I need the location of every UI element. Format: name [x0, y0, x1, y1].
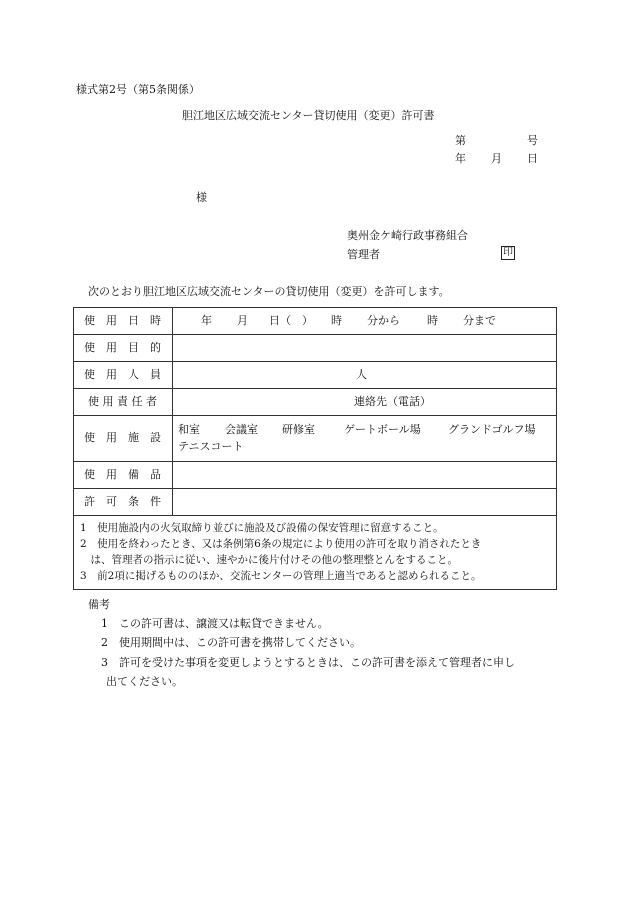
- row-divider: [73, 334, 557, 335]
- label-responsible: 使 用 責 任 者: [88, 395, 157, 408]
- row-divider: [73, 488, 557, 489]
- people-unit: 人: [356, 368, 367, 381]
- seal-mark: 印: [503, 247, 513, 258]
- condition-line: 2 使用を終わったとき、又は条例第6条の規定により使用の許可を取り消されたとき: [80, 538, 482, 550]
- label-conditions: 許 可 条 件: [84, 495, 161, 508]
- remarks-heading: 備考: [88, 598, 110, 611]
- condition-line: 3 前2項に掲げるもののほか、交流センターの管理上適当であると認められること。: [80, 570, 482, 582]
- number-prefix: 第: [455, 134, 466, 147]
- addressee-suffix: 様: [196, 191, 207, 204]
- facility-option-gateball: ゲートボール場: [344, 423, 421, 436]
- label-purpose: 使 用 目 的: [84, 341, 161, 354]
- facility-option-tennis-court: テニスコート: [178, 440, 244, 453]
- facility-option-ground-golf: グランドゴルフ場: [448, 423, 536, 436]
- datetime-to-hour: 時: [427, 314, 438, 327]
- responsible-contact: 連絡先（電話）: [354, 395, 431, 408]
- remark-item: 2 使用期間中は、この許可書を携帯してください。: [101, 636, 361, 649]
- facility-option-conference-room: 会議室: [225, 423, 258, 436]
- date-month: 月: [491, 152, 502, 165]
- remark-item: 1 この許可書は、譲渡又は転貸できません。: [101, 617, 329, 630]
- datetime-from-minute: 分から: [367, 314, 400, 327]
- issuer-org: 奥州金ケ崎行政事務組合: [347, 229, 468, 242]
- form-number: 様式第2号（第5条関係）: [76, 83, 200, 96]
- label-people: 使 用 人 員: [84, 368, 161, 381]
- facility-option-washitsu: 和室: [178, 423, 200, 436]
- remark-item: 出てください。: [106, 675, 183, 688]
- row-divider: [73, 361, 557, 362]
- date-day: 日: [527, 152, 538, 165]
- intro-text: 次のとおり胆江地区広域交流センターの貸切使用（変更）を許可します。: [88, 285, 450, 298]
- row-divider: [73, 461, 557, 462]
- condition-line: は、管理者の指示に従い、速やかに後片付けその他の整理整とんをすること。: [80, 554, 458, 566]
- number-suffix: 号: [527, 134, 538, 147]
- label-datetime: 使 用 日 時: [84, 314, 161, 327]
- row-divider: [73, 415, 557, 416]
- label-facility: 使 用 施 設: [84, 431, 161, 444]
- row-divider: [73, 515, 557, 516]
- label-equipment: 使 用 備 品: [84, 468, 161, 481]
- label-column-divider: [172, 307, 173, 515]
- condition-line: 1 使用施設内の火気取締り並びに施設及び設備の保安管理に留意すること。: [80, 522, 444, 534]
- datetime-month: 月: [237, 314, 248, 327]
- row-divider: [73, 388, 557, 389]
- issuer-role: 管理者: [347, 248, 380, 261]
- datetime-day: 日（ ）: [269, 314, 313, 327]
- datetime-year: 年: [201, 314, 212, 327]
- datetime-to-minute: 分まで: [463, 314, 496, 327]
- page-title: 胆江地区広域交流センター貸切使用（変更）許可書: [182, 109, 435, 122]
- date-year: 年: [455, 152, 466, 165]
- remark-item: 3 許可を受けた事項を変更しようとするときは、この許可書を添えて管理者に申し: [101, 656, 515, 669]
- facility-option-training-room: 研修室: [282, 423, 315, 436]
- datetime-from-hour: 時: [331, 314, 342, 327]
